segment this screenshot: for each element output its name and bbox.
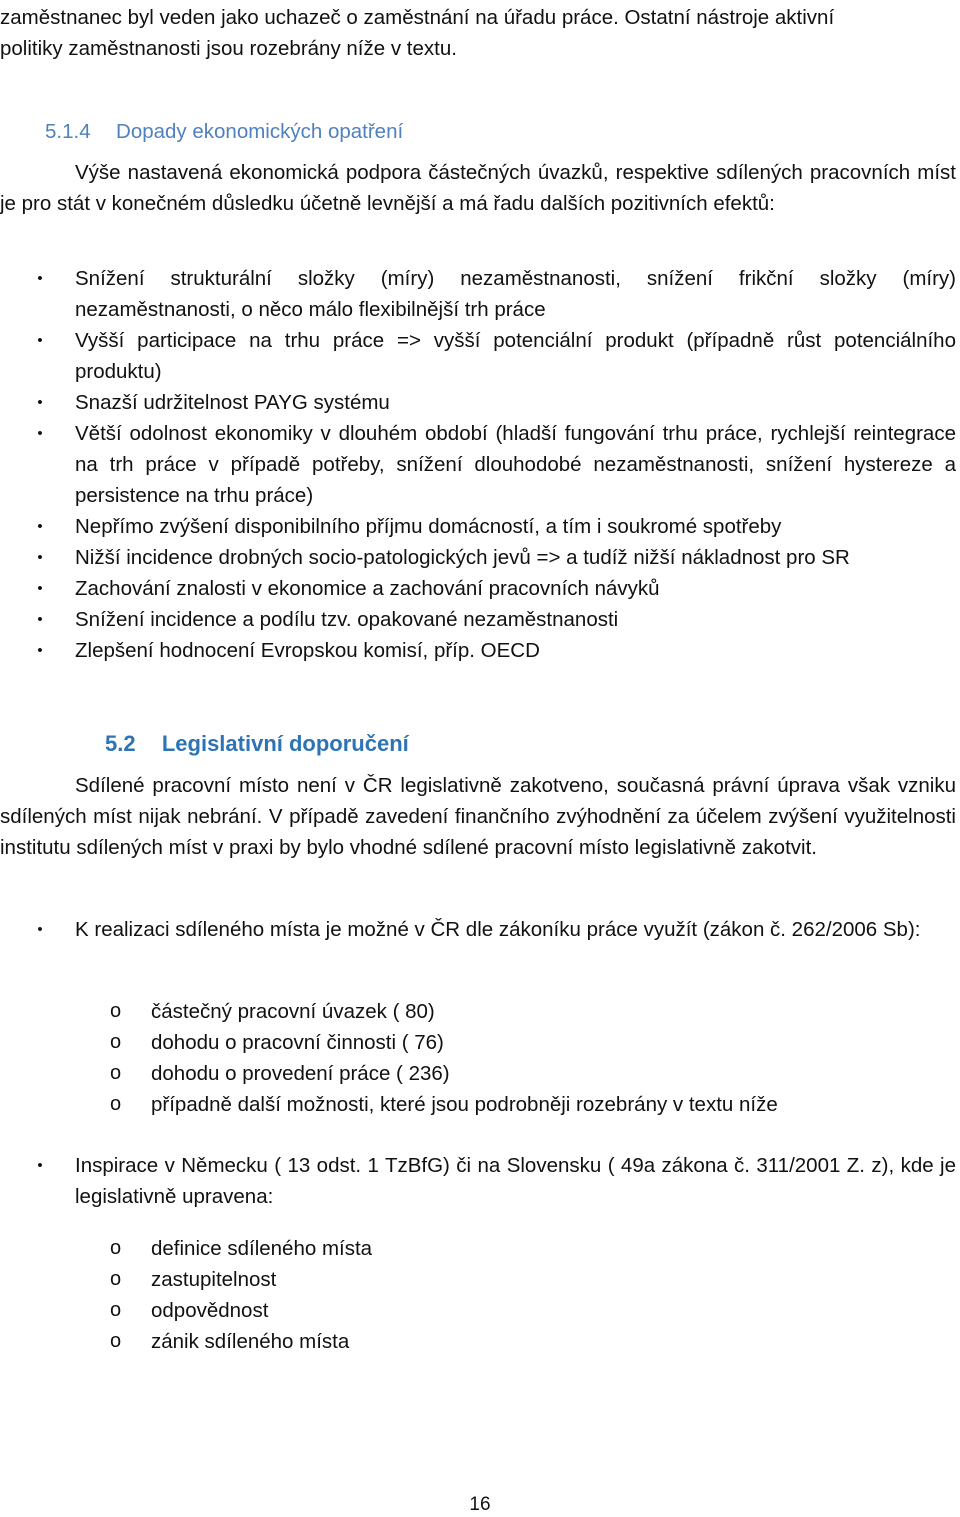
circle-bullet-icon: o xyxy=(110,1000,122,1022)
bullet-icon: • xyxy=(37,1157,43,1174)
sub-list-item: o zánik sdíleného místa xyxy=(0,1326,956,1357)
section-title: Dopady ekonomických opatření xyxy=(116,120,404,143)
list-item: • K realizaci sdíleného místa je možné v ČR dle zákoníku práce využít (zákon č. 262/2006 Sb): xyxy=(0,914,956,945)
bullet-icon: • xyxy=(37,549,43,566)
section-5-2-paragraph: Sdílené pracovní místo není v ČR legislativně zakotveno, současná právní úprava však vzniku sdílených míst nijak nebrání. V případě zavedení finančního zvýhodnění za účelem zvýšení využitelnosti institutu sdílených míst v praxi by bylo vhodné sdílené pracovní místo legislativně zakotvit. xyxy=(0,774,956,859)
bullet-icon: • xyxy=(37,580,43,597)
bullet-icon: • xyxy=(37,518,43,535)
bullet-icon: • xyxy=(37,611,43,628)
list-item: • Zlepšení hodnocení Evropskou komisí, příp. OECD xyxy=(0,635,956,666)
bullet-icon: • xyxy=(37,332,43,349)
circle-bullet-icon: o xyxy=(110,1062,122,1084)
section-number: 5.2 xyxy=(105,731,136,756)
intro-line-2: politiky zaměstnanosti jsou rozebrány níže v textu. xyxy=(0,37,457,60)
circle-bullet-icon: o xyxy=(110,1299,122,1321)
section-heading-5-1-4 xyxy=(45,116,403,147)
page-number: 16 xyxy=(469,1494,491,1515)
bullet-icon: • xyxy=(37,642,43,659)
sub-list-item: o částečný pracovní úvazek ( 80) xyxy=(0,996,956,1027)
circle-bullet-icon: o xyxy=(110,1268,122,1290)
sub-list-item: o odpovědnost xyxy=(0,1295,956,1326)
section-title: Legislativní doporučení xyxy=(161,731,409,756)
list-item: • Větší odolnost ekonomiky v dlouhém období (hladší fungování trhu práce, rychlejší reintegrace na trh práce v případě potřeby, snížení dlouhodobé nezaměstnanosti, snížení hystereze a persistence na trhu práce) xyxy=(0,418,956,511)
circle-bullet-icon: o xyxy=(110,1093,122,1115)
list-item: • Zachování znalosti v ekonomice a zachování pracovních návyků xyxy=(0,573,956,604)
section-heading-5-2 xyxy=(105,728,409,759)
list-item: • Inspirace v Německu ( 13 odst. 1 TzBfG) či na Slovensku ( 49a zákona č. 311/2001 Z. z), kde je legislativně upravena: xyxy=(0,1150,956,1212)
sub-list-item: o definice sdíleného místa xyxy=(0,1233,956,1264)
list-item: • Snížení incidence a podílu tzv. opakované nezaměstnanosti xyxy=(0,604,956,635)
list-item: • Vyšší participace na trhu práce => vyšší potenciální produkt (případně růst potenciálního produktu) xyxy=(0,325,956,387)
sub-list-item: o dohodu o provedení práce ( 236) xyxy=(0,1058,956,1089)
sub-list-item: o zastupitelnost xyxy=(0,1264,956,1295)
bullet-icon: • xyxy=(37,921,43,938)
list-item: • Nepřímo zvýšení disponibilního příjmu domácností, a tím i soukromé spotřeby xyxy=(0,511,956,542)
bullet-icon: • xyxy=(37,425,43,442)
circle-bullet-icon: o xyxy=(110,1330,122,1352)
bullet-icon: • xyxy=(37,270,43,287)
legal-list-2 xyxy=(0,1150,956,1212)
section-number: 5.1.4 xyxy=(45,120,91,143)
list-item: • Snížení strukturální složky (míry) nezaměstnanosti, snížení frikční složky (míry) nezaměstnanosti, o něco málo flexibilnější trh práce xyxy=(0,263,956,325)
sub-list-item: o dohodu o pracovní činnosti ( 76) xyxy=(0,1027,956,1058)
circle-bullet-icon: o xyxy=(110,1031,122,1053)
circle-bullet-icon: o xyxy=(110,1237,122,1259)
effects-list xyxy=(0,263,956,666)
sub-list-item: o případně další možnosti, které jsou podrobněji rozebrány v textu níže xyxy=(0,1089,956,1120)
list-item: • Snazší udržitelnost PAYG systému xyxy=(0,387,956,418)
list-item: • Nižší incidence drobných socio-patologických jevů => a tudíž nižší nákladnost pro SR xyxy=(0,542,956,573)
bullet-icon: • xyxy=(37,394,43,411)
legal-sublist-1 xyxy=(0,996,956,1120)
intro-line-1: zaměstnanec byl veden jako uchazeč o zaměstnání na úřadu práce. Ostatní nástroje aktivní xyxy=(0,6,835,29)
section-5-1-4-paragraph: Výše nastavená ekonomická podpora částečných úvazků, respektive sdílených pracovních míst je pro stát v konečném důsledku účetně levnější a má řadu dalších pozitivních efektů: xyxy=(0,161,956,215)
legal-list-1 xyxy=(0,914,956,945)
legal-sublist-2 xyxy=(0,1233,956,1357)
